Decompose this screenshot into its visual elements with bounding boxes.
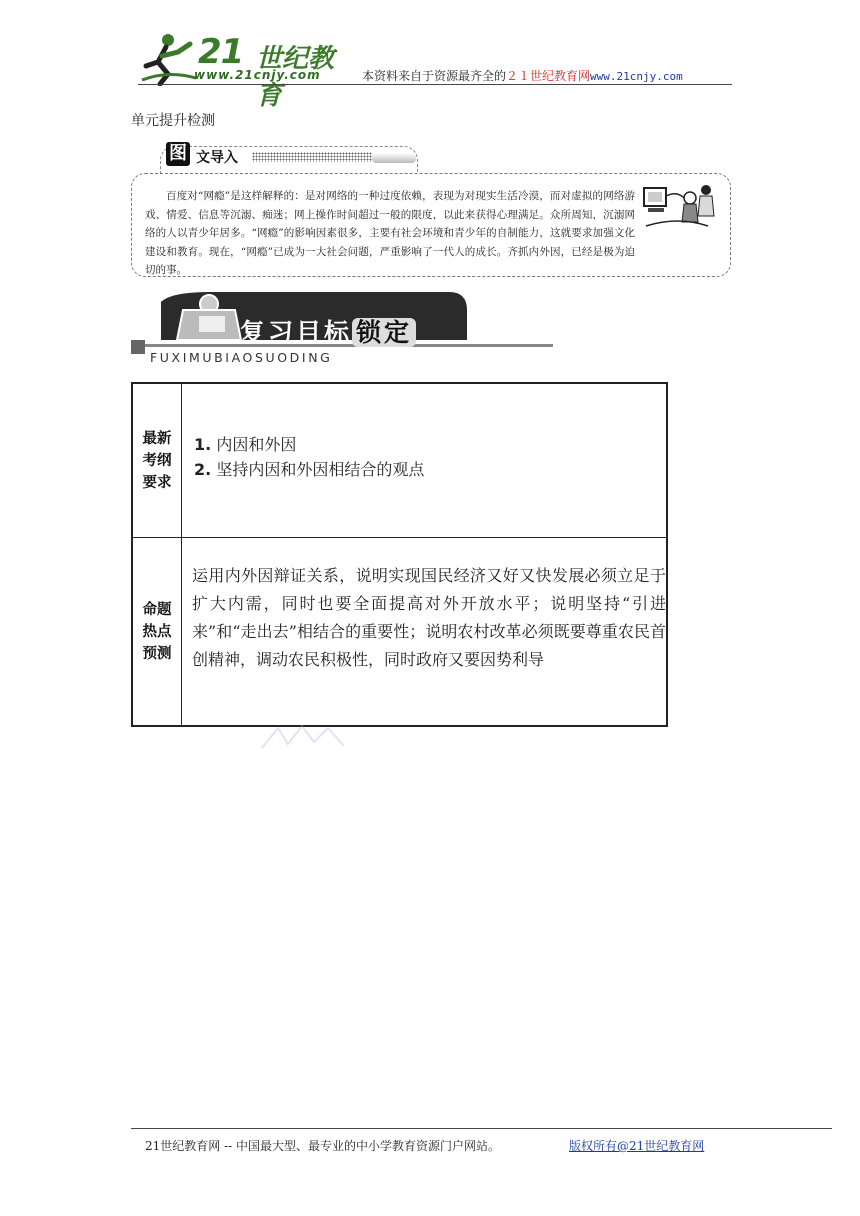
item-text: 坚持内因和外因相结合的观点 — [216, 460, 425, 479]
watermark-stamp-icon — [258, 722, 348, 752]
tagline-brand-link[interactable]: ２１世纪教育网 — [506, 69, 591, 83]
intro-paragraph: 百度对“网瘾”是这样解释的：是对网络的一种过度依赖，表现为对现实生活冷漠，而对虚拟的网络游戏、情爱、信息等沉溺、痴迷；网上操作时间超过一般的限度，以此来获得心理满足。众所周知，沉溺网络的人以青少年居多。“网瘾”的影响因素很多，主要有社会环境和青少年的自制能力，这就要求加强文化建设和教育。现在，“网瘾”已成为一大社会问题，严重影响了一代人的成长。齐抓内外因，已经是极为迫切的事。 — [145, 190, 635, 276]
logo-name: 世纪教育 — [256, 44, 335, 111]
footer-divider — [131, 1128, 832, 1129]
logo-number: 21 — [198, 32, 244, 72]
requirements-list — [194, 432, 424, 482]
dotted-decoration — [252, 152, 372, 162]
item-text: 内因和外因 — [216, 435, 297, 454]
running-figure-icon — [138, 30, 198, 86]
item-number: 1. — [194, 435, 212, 454]
table-row — [133, 538, 666, 725]
row-header-cell — [133, 538, 182, 725]
row-header-cell — [133, 384, 182, 537]
review-goals-table — [131, 382, 668, 727]
hot-topics-text: 运用内外因辩证关系，说明实现国民经济又好又快发展必须立足于扩大内需，同时也要全面提高对外开放水平；说明坚持“引进来”和“走出去”相结合的重要性；说明农村改革必须既要尊重农民首创精神，调动农民积极性，同时政府又要因势利导 — [192, 566, 666, 669]
copyright-link[interactable]: 版权所有@21世纪教育网 — [569, 1139, 705, 1153]
row-header-hot-topics: 命题热点预测 — [142, 601, 172, 662]
header-divider — [138, 84, 732, 85]
footer-text: 21世纪教育网 -- 中国最大型、最专业的中小学教育资源门户网站。 — [145, 1139, 501, 1153]
item-number: 2. — [194, 460, 212, 479]
intro-label: 文导入 — [196, 150, 238, 166]
page-title: 单元提升检测 — [131, 113, 215, 129]
bar-decoration — [372, 153, 416, 163]
banner-title — [240, 313, 416, 349]
site-logo — [138, 30, 338, 111]
tagline-url-link[interactable]: www.21cnjy.com — [590, 70, 683, 83]
hot-topics-cell — [182, 538, 666, 725]
banner-title-emphasis: 锁定 — [352, 318, 416, 347]
header-tagline — [362, 67, 683, 84]
picture-icon: 图 — [166, 142, 190, 166]
requirements-cell — [182, 384, 666, 537]
logo-url: www.21cnjy.com — [194, 68, 321, 82]
computer-children-illustration-icon — [638, 182, 718, 242]
banner-title-main: 复习目标 — [240, 318, 353, 347]
row-header-latest-requirements: 最新考纲要求 — [142, 430, 172, 491]
table-row — [133, 384, 666, 538]
tagline-prefix: 本资料来自于资源最齐全的 — [362, 69, 507, 83]
banner-subtitle: FUXIMUBIAOSUODING — [150, 350, 333, 365]
list-item — [194, 432, 424, 457]
list-item — [194, 457, 424, 482]
intro-tab — [160, 140, 420, 174]
